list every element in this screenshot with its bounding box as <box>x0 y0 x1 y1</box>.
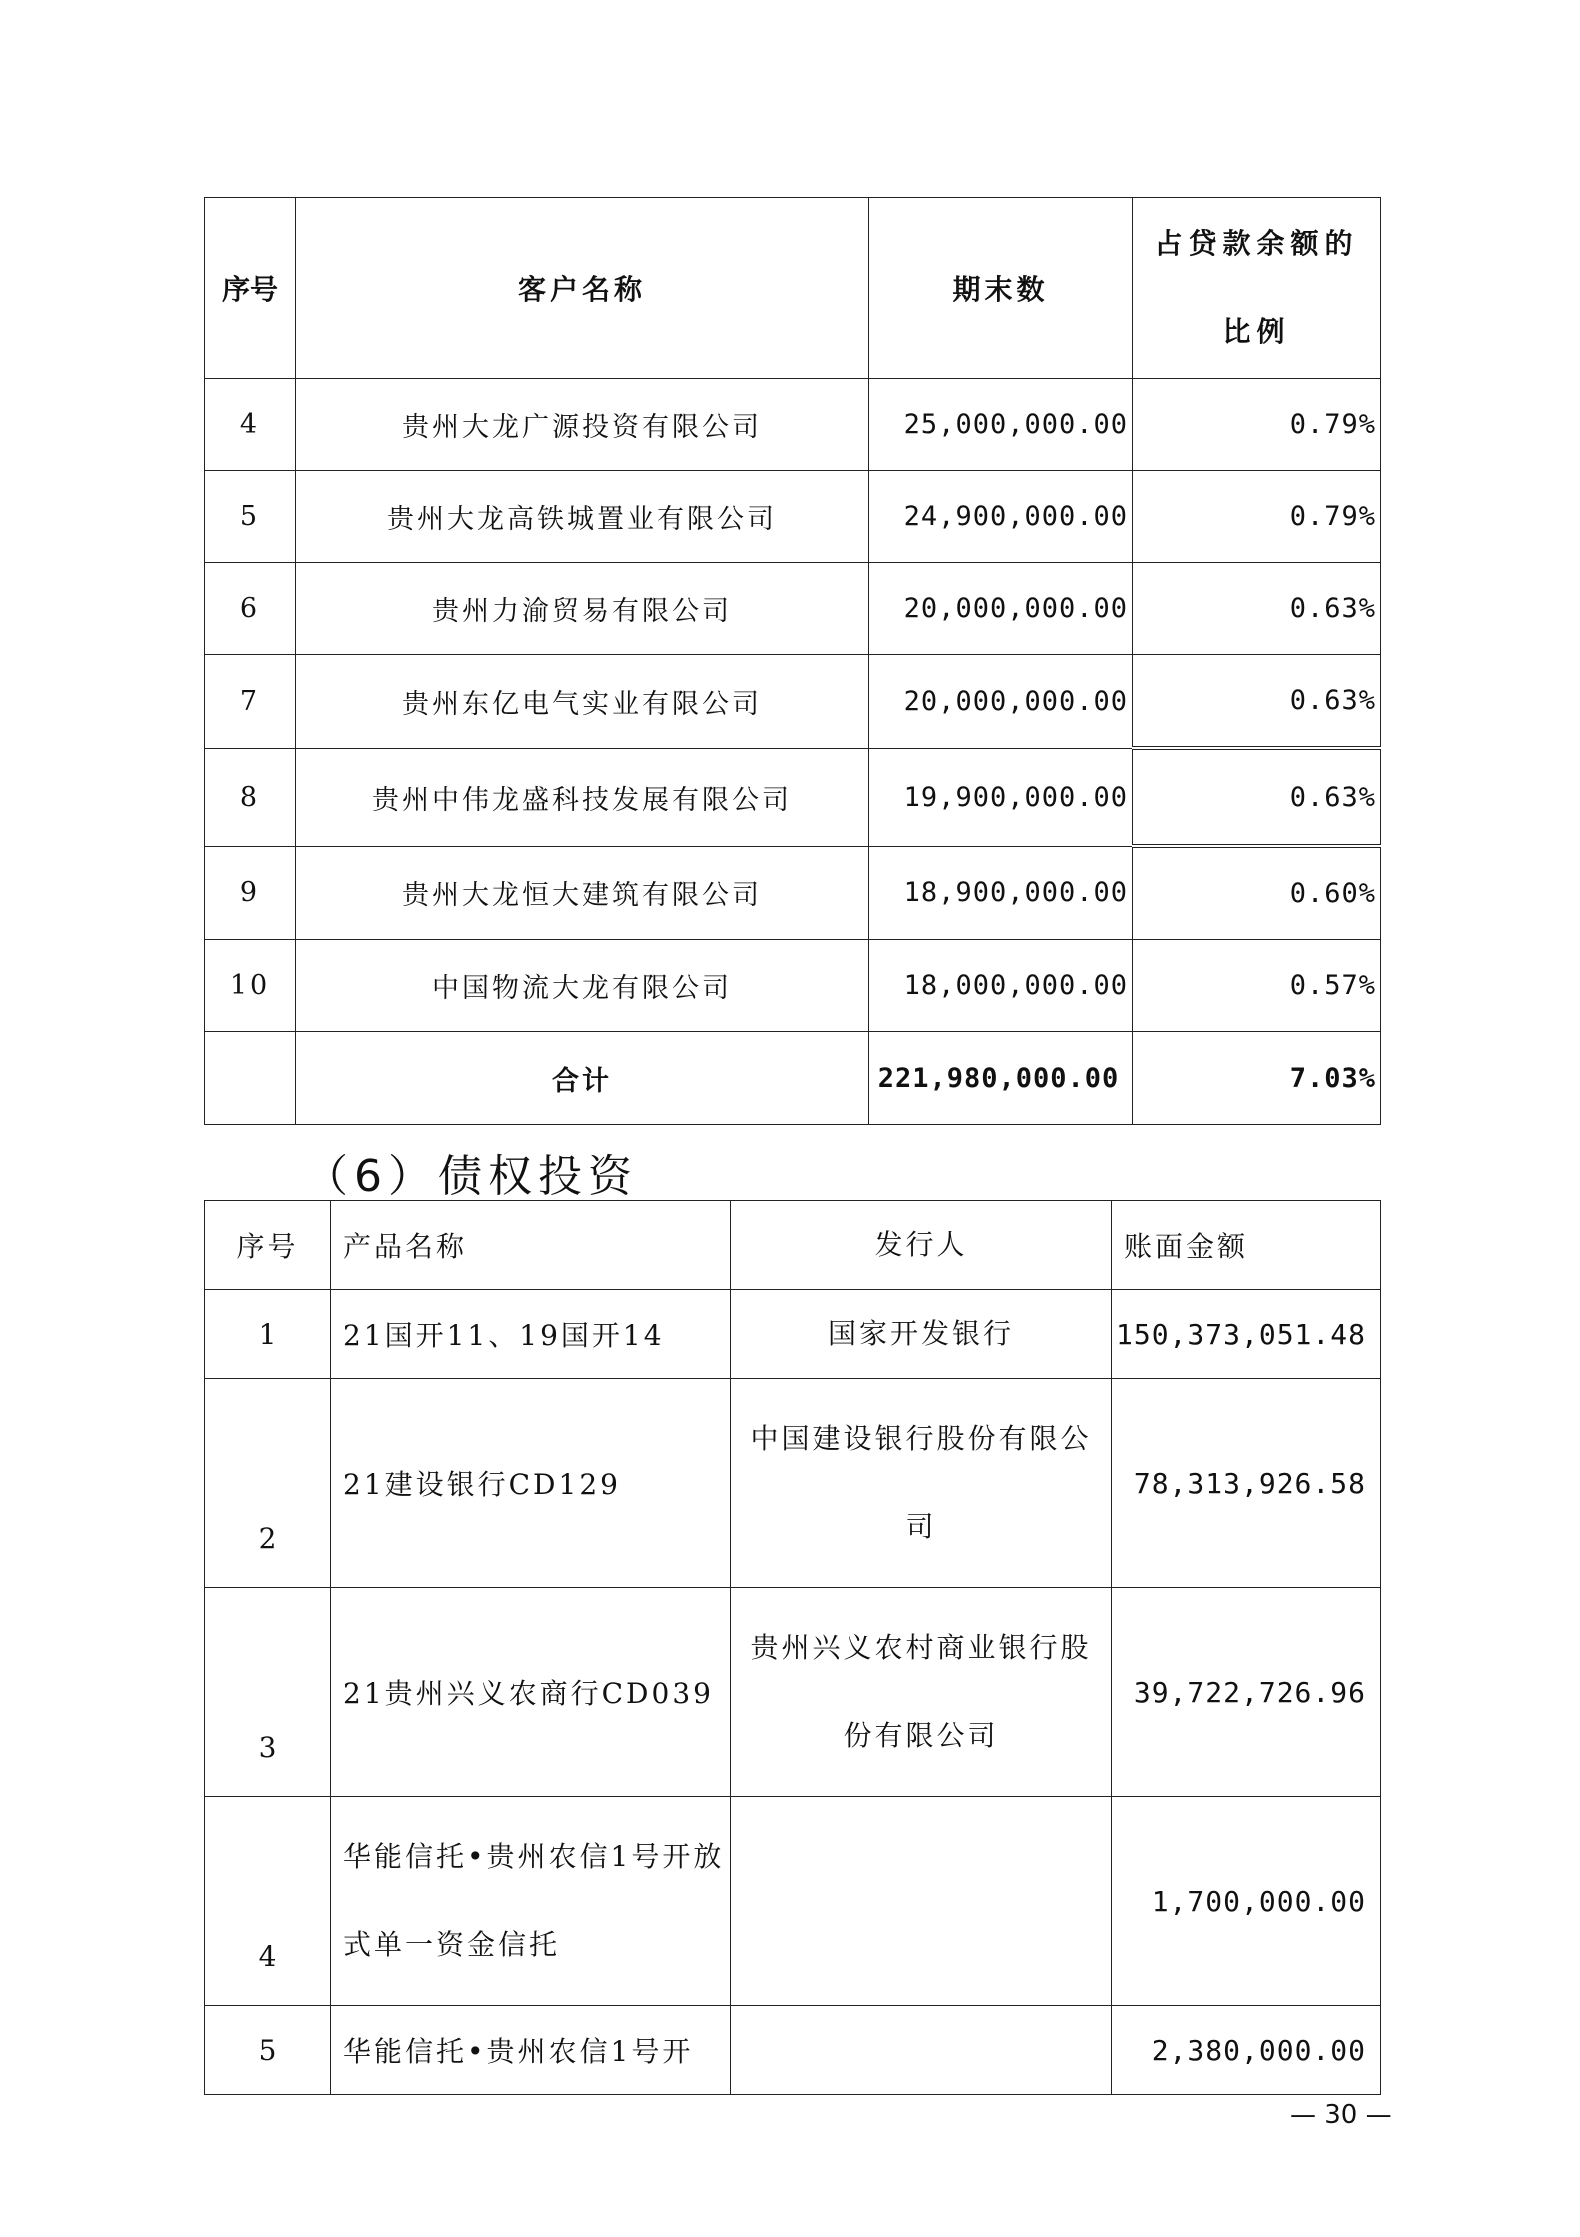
product-name: 华能信托•贵州农信1号开 <box>331 2006 731 2095</box>
total-row <box>205 1032 1381 1125</box>
table-row <box>205 748 1381 846</box>
row-no: 2 <box>205 1379 331 1588</box>
ratio: 0.60% <box>1133 846 1381 940</box>
table-row <box>205 471 1381 563</box>
table-row <box>205 1797 1381 2006</box>
issuer: 中国建设银行股份有限公司 <box>731 1379 1112 1588</box>
row-no: 8 <box>205 748 296 846</box>
book-value: 150,373,051.48 <box>1112 1290 1381 1379</box>
issuer: 贵州兴义农村商业银行股份有限公司 <box>731 1588 1112 1797</box>
table-row <box>205 655 1381 749</box>
row-no: 5 <box>205 471 296 563</box>
col-header-product: 产品名称 <box>331 1201 731 1290</box>
product-name: 21贵州兴义农商行CD039 <box>331 1588 731 1797</box>
total-no-cell <box>205 1032 296 1125</box>
amount: 18,000,000.00 <box>869 940 1133 1032</box>
customer-name: 中国物流大龙有限公司 <box>296 940 869 1032</box>
total-ratio: 7.03% <box>1133 1032 1381 1125</box>
customer-name: 贵州大龙高铁城置业有限公司 <box>296 471 869 563</box>
amount: 19,900,000.00 <box>869 748 1133 846</box>
ratio: 0.57% <box>1133 940 1381 1032</box>
book-value: 39,722,726.96 <box>1112 1588 1381 1797</box>
customer-name: 贵州东亿电气实业有限公司 <box>296 655 869 749</box>
row-no: 1 <box>205 1290 331 1379</box>
amount: 25,000,000.00 <box>869 379 1133 471</box>
col-header-no: 序号 <box>205 1201 331 1290</box>
customer-name: 贵州力渝贸易有限公司 <box>296 563 869 655</box>
customer-name: 贵州大龙恒大建筑有限公司 <box>296 846 869 940</box>
row-no: 6 <box>205 563 296 655</box>
customer-name: 贵州中伟龙盛科技发展有限公司 <box>296 748 869 846</box>
page-number: — 30 — <box>1290 2100 1392 2130</box>
total-label: 合计 <box>296 1032 869 1125</box>
customer-name: 贵州大龙广源投资有限公司 <box>296 379 869 471</box>
table-row <box>205 563 1381 655</box>
row-no: 4 <box>205 1797 331 2006</box>
col-header-customer: 客户名称 <box>296 198 869 379</box>
product-name: 21国开11、19国开14 <box>331 1290 731 1379</box>
col-header-ratio: 占贷款余额的比例 <box>1133 198 1381 379</box>
table-row <box>205 1290 1381 1379</box>
total-amount: 221,980,000.00 <box>869 1032 1133 1125</box>
table-row <box>205 2006 1381 2095</box>
col-header-amount: 期末数 <box>869 198 1133 379</box>
amount: 20,000,000.00 <box>869 563 1133 655</box>
ratio: 0.63% <box>1133 655 1381 749</box>
issuer <box>731 1797 1112 2006</box>
amount: 18,900,000.00 <box>869 846 1133 940</box>
table-row <box>205 940 1381 1032</box>
amount: 24,900,000.00 <box>869 471 1133 563</box>
issuer: 国家开发银行 <box>731 1290 1112 1379</box>
row-no: 3 <box>205 1588 331 1797</box>
row-no: 10 <box>205 940 296 1032</box>
row-no: 9 <box>205 846 296 940</box>
loan-concentration-table <box>204 197 1381 1125</box>
table-header-row <box>205 1201 1381 1290</box>
ratio: 0.63% <box>1133 563 1381 655</box>
book-value: 1,700,000.00 <box>1112 1797 1381 2006</box>
row-no: 7 <box>205 655 296 749</box>
ratio: 0.79% <box>1133 471 1381 563</box>
amount: 20,000,000.00 <box>869 655 1133 749</box>
row-no: 5 <box>205 2006 331 2095</box>
ratio: 0.63% <box>1133 748 1381 846</box>
col-header-issuer: 发行人 <box>731 1201 1112 1290</box>
book-value: 2,380,000.00 <box>1112 2006 1381 2095</box>
table-row <box>205 1379 1381 1588</box>
table-row <box>205 379 1381 471</box>
issuer <box>731 2006 1112 2095</box>
col-header-book-value: 账面金额 <box>1112 1201 1381 1290</box>
ratio: 0.79% <box>1133 379 1381 471</box>
col-header-no: 序号 <box>205 198 296 379</box>
table-row <box>205 1588 1381 1797</box>
row-no: 4 <box>205 379 296 471</box>
table-header-row <box>205 198 1381 379</box>
book-value: 78,313,926.58 <box>1112 1379 1381 1588</box>
section-title: （6）债权投资 <box>304 1151 638 1202</box>
bond-investment-table <box>204 1200 1381 2095</box>
product-name: 21建设银行CD129 <box>331 1379 731 1588</box>
table-row <box>205 846 1381 940</box>
product-name: 华能信托•贵州农信1号开放式单一资金信托 <box>331 1797 731 2006</box>
